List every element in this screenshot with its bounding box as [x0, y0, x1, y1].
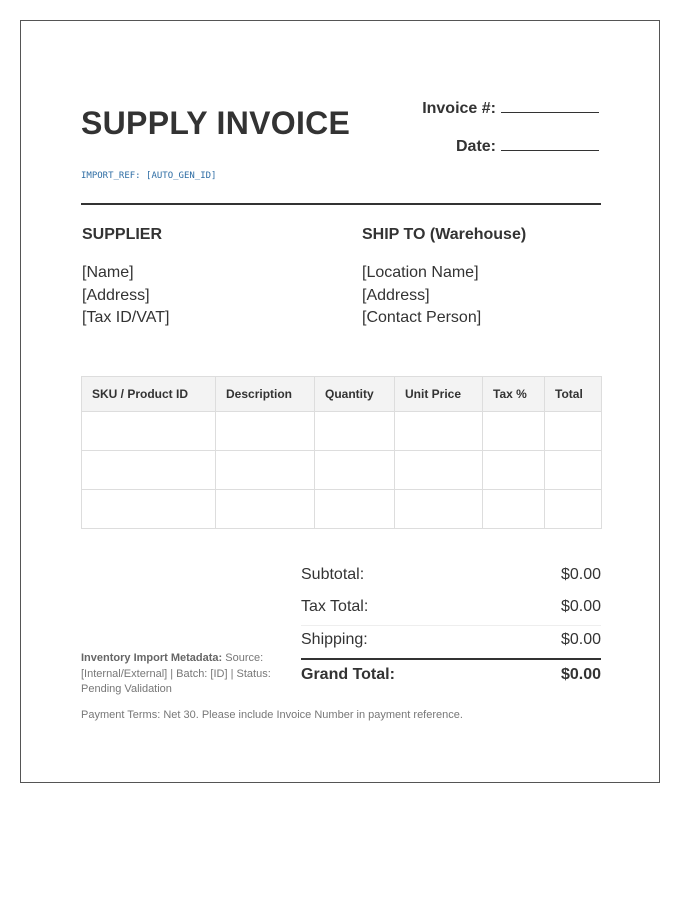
column-header-total: Total — [545, 377, 602, 412]
tax-total-row — [301, 593, 601, 625]
ship-to-address: [Address] — [362, 286, 430, 304]
ship-to-block — [362, 226, 526, 330]
supplier-tax-id: [Tax ID/VAT] — [82, 309, 170, 326]
table-cell[interactable] — [216, 490, 315, 529]
table-cell[interactable] — [395, 412, 483, 451]
table-cell[interactable] — [483, 490, 545, 529]
payment-terms: Payment Terms: Net 30. Please include Invoice Number in payment reference. — [81, 709, 463, 721]
shipping-label: Shipping: — [301, 631, 368, 648]
table-cell[interactable] — [483, 451, 545, 490]
tax-total-label: Tax Total: — [301, 598, 369, 615]
supplier-name: [Name] — [82, 264, 134, 281]
metadata-label: Inventory Import Metadata: — [81, 652, 223, 664]
invoice-page — [20, 20, 660, 783]
table-cell[interactable] — [395, 490, 483, 529]
ship-to-heading: SHIP TO (Warehouse) — [362, 226, 527, 243]
invoice-number-blank[interactable] — [501, 98, 599, 113]
table-cell[interactable] — [545, 451, 602, 490]
table-cell[interactable] — [395, 451, 483, 490]
table-cell[interactable] — [216, 412, 315, 451]
supplier-block — [82, 226, 169, 330]
invoice-date-blank[interactable] — [501, 136, 599, 151]
column-header-description: Description — [216, 377, 315, 412]
grand-total-label: Grand Total: — [301, 666, 395, 683]
metadata-text: Source: [Internal/External] | Batch: [ID] | Status: Pending Validation — [81, 652, 271, 695]
column-header-sku: SKU / Product ID — [82, 377, 216, 412]
ship-to-location: [Location Name] — [362, 264, 479, 281]
table-cell[interactable] — [82, 451, 216, 490]
invoice-number-field[interactable] — [422, 98, 599, 118]
shipping-row — [301, 625, 601, 658]
totals-block — [301, 561, 601, 694]
table-cell[interactable] — [545, 412, 602, 451]
shipping-value: $0.00 — [560, 631, 601, 648]
table-cell[interactable] — [315, 412, 395, 451]
line-items-table — [81, 376, 602, 529]
table-row — [82, 490, 602, 529]
table-cell[interactable] — [216, 451, 315, 490]
table-cell[interactable] — [82, 412, 216, 451]
table-cell[interactable] — [82, 490, 216, 529]
table-header-row — [82, 377, 602, 412]
table-row — [82, 451, 602, 490]
table-cell[interactable] — [545, 490, 602, 529]
grand-total-row — [301, 658, 601, 694]
ship-to-contact: [Contact Person] — [362, 309, 482, 326]
grand-total-value: $0.00 — [560, 666, 601, 683]
invoice-date-field[interactable] — [456, 136, 599, 156]
column-header-quantity: Quantity — [315, 377, 395, 412]
invoice-title: SUPPLY INVOICE — [81, 105, 351, 141]
supplier-heading: SUPPLIER — [82, 226, 163, 243]
table-cell[interactable] — [315, 451, 395, 490]
import-ref: IMPORT_REF: [AUTO_GEN_ID] — [81, 171, 217, 181]
invoice-number-label: Invoice #: — [422, 100, 496, 117]
table-cell[interactable] — [315, 490, 395, 529]
table-row — [82, 412, 602, 451]
subtotal-value: $0.00 — [560, 566, 601, 583]
subtotal-label: Subtotal: — [301, 566, 365, 583]
inventory-import-metadata — [81, 651, 281, 698]
header-divider — [81, 203, 601, 205]
column-header-tax: Tax % — [483, 377, 545, 412]
table-cell[interactable] — [483, 412, 545, 451]
subtotal-row — [301, 561, 601, 593]
invoice-date-label: Date: — [455, 138, 496, 155]
supplier-address: [Address] — [82, 286, 150, 304]
column-header-unit-price: Unit Price — [395, 377, 483, 412]
tax-total-value: $0.00 — [560, 598, 601, 615]
